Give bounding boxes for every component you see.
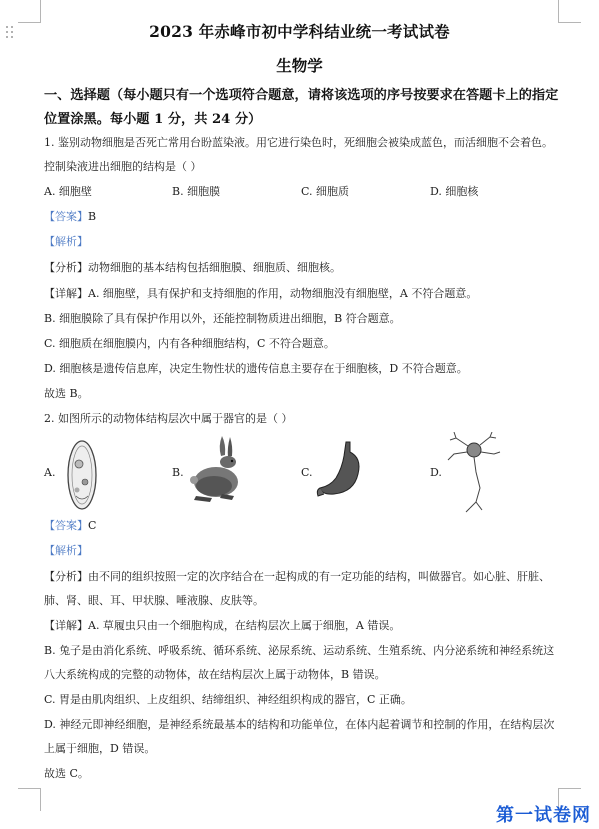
- rabbit-icon: [188, 434, 248, 504]
- paramecium-icon: [62, 436, 102, 514]
- q1-fenxi: 【分析】动物细胞的基本结构包括细胞膜、细胞质、细胞核。: [44, 261, 341, 274]
- q1-option-d: D. 细胞核: [430, 185, 479, 198]
- q2-stem: 2. 如图所示的动物体结构层次中属于器官的是（ ）: [44, 412, 293, 425]
- q2-image-options: [44, 432, 544, 518]
- answer-tag: 【答案】: [44, 210, 88, 223]
- q2-option-c-label: C.: [301, 466, 313, 479]
- q2-option-b-label: B.: [172, 466, 184, 479]
- q2-fenxi-line-1: 【分析】由不同的组织按照一定的次序结合在一起构成的有一定功能的结构，叫做器官。如心脏、肝脏、: [44, 570, 550, 583]
- q1-options: [44, 181, 569, 203]
- stomach-icon: [316, 440, 366, 500]
- neuron-icon: [446, 432, 502, 514]
- q2-xiangjie-c: C. 胃是由肌肉组织、上皮组织、结缔组织、神经组织构成的器官，C 正确。: [44, 693, 412, 706]
- answer-tag: 【答案】: [44, 519, 88, 532]
- q1-option-c: C. 细胞质: [301, 185, 350, 198]
- q1-xiangjie-a: 【详解】A. 细胞壁，具有保护和支持细胞的作用，动物细胞没有细胞壁，A 不符合题意。: [44, 287, 478, 300]
- q1-answer: [44, 206, 569, 228]
- q1-stem-line-2: 控制染液进出细胞的结构是（ ）: [44, 160, 202, 173]
- q2-option-d-label: D.: [430, 466, 442, 479]
- q2-answer-value: C: [88, 519, 97, 532]
- section-heading: 一、选择题（每小题只有一个选项符合题意，请将该选项的序号按要求在答题卡上的指定位置涂黑。每小题 1 分，共 24 分）: [44, 88, 559, 127]
- q2-xiangjie-d-line-2: 上属于细胞，D 错误。: [44, 742, 156, 755]
- q1-option-b: B. 细胞膜: [172, 185, 221, 198]
- q1-analysis-tag: 【解析】: [44, 235, 88, 248]
- crop-mark-bottom-left: [18, 788, 41, 811]
- q1-answer-value: B: [88, 210, 97, 223]
- q2-xiangjie-b-line-1: B. 兔子是由消化系统、呼吸系统、循环系统、泌尿系统、运动系统、生殖系统、内分泌系统和神经系统这: [44, 644, 555, 657]
- q2-xiangjie-b-line-2: 八大系统构成的完整的动物体，故在结构层次上属于动物体，B 错误。: [44, 668, 386, 681]
- q2-xiangjie-a: 【详解】A. 草履虫只由一个细胞构成，在结构层次上属于细胞，A 错误。: [44, 619, 401, 632]
- q1-xiangjie-c: C. 细胞质在细胞膜内，内有各种细胞结构，C 不符合题意。: [44, 337, 335, 350]
- q1-stem-line-1: 1. 鉴别动物细胞是否死亡常用台盼蓝染液。用它进行染色时，死细胞会被染成蓝色，而活细胞不会着色。: [44, 136, 553, 149]
- q2-option-a-label: A.: [44, 466, 56, 479]
- q1-xiangjie-b: B. 细胞膜除了具有保护作用以外，还能控制物质进出细胞，B 符合题意。: [44, 312, 401, 325]
- q2-answer: [44, 515, 569, 537]
- q1-xiangjie-d: D. 细胞核是遗传信息库，决定生物性状的遗传信息主要存在于细胞核，D 不符合题意。: [44, 362, 468, 375]
- q1-conclusion: 故选 B。: [44, 387, 89, 400]
- q2-analysis-tag: 【解析】: [44, 544, 88, 557]
- q1-option-a: A. 细胞壁: [44, 185, 92, 198]
- document-subtitle: 生物学: [276, 56, 323, 75]
- q2-fenxi-line-2: 肺、肾、眼、耳、甲状腺、唾液腺、皮肤等。: [44, 594, 264, 607]
- site-watermark: 第一试卷网: [496, 805, 591, 826]
- document-title: 2023 年赤峰市初中学科结业统一考试试卷: [149, 22, 450, 41]
- q2-xiangjie-d-line-1: D. 神经元即神经细胞，是神经系统最基本的结构和功能单位，在体内起着调节和控制的作用，在结构层次: [44, 718, 555, 731]
- q2-conclusion: 故选 C。: [44, 767, 89, 780]
